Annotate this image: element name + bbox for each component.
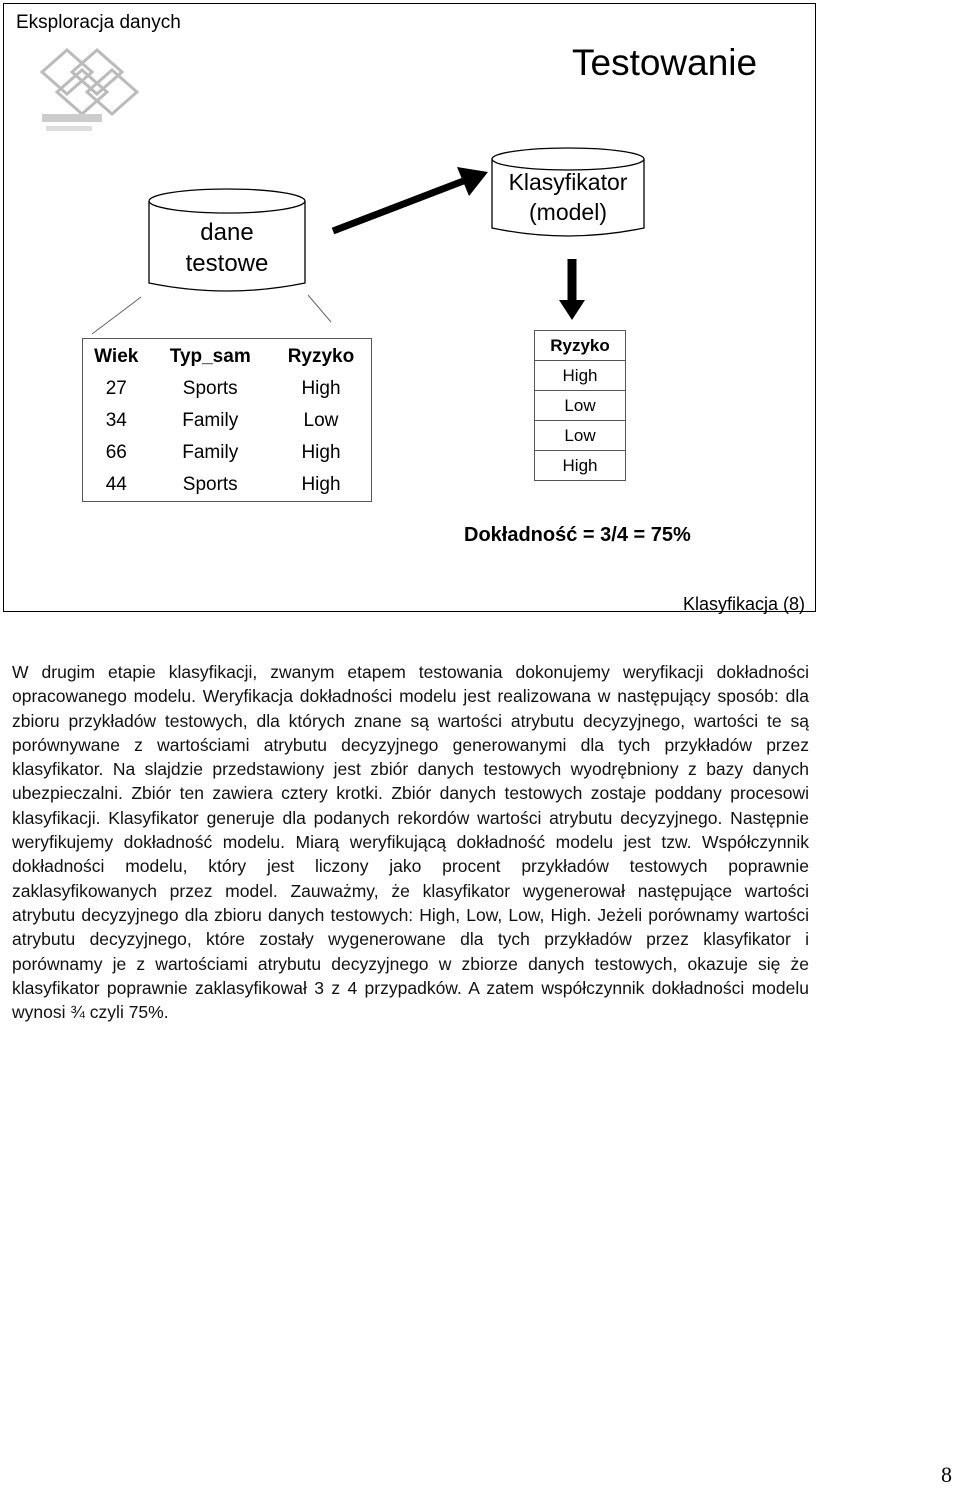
table-cell: Family	[182, 410, 239, 431]
column-header: Ryzyko	[287, 346, 355, 367]
test-data-table	[82, 338, 372, 502]
slide-frame	[3, 3, 816, 612]
table-row	[83, 469, 372, 502]
table-cell: High	[301, 442, 341, 463]
header-label: Eksploracja danych	[16, 12, 181, 33]
arrow-down-icon	[559, 259, 585, 320]
table-row	[83, 437, 372, 469]
table-cell: High	[535, 451, 626, 481]
table-cell: High	[535, 361, 626, 391]
table-cell: Low	[303, 410, 339, 431]
column-header: Ryzyko	[550, 335, 610, 355]
arrow-right-icon	[333, 167, 488, 231]
slide-title: Testowanie	[572, 42, 758, 83]
table-cell: Sports	[182, 474, 238, 495]
slide-footer: Klasyfikacja (8)	[682, 594, 805, 614]
table-cell: 44	[105, 474, 127, 495]
table-row	[535, 451, 626, 481]
column-header: Wiek	[94, 346, 139, 367]
connector-right-line	[308, 295, 331, 322]
table-cell: Family	[182, 442, 239, 463]
classifier-label-line1: Klasyfikator	[508, 169, 628, 195]
table-row	[535, 361, 626, 391]
table-row	[535, 391, 626, 421]
table-cell: High	[301, 474, 341, 495]
column-header: Typ_sam	[169, 346, 251, 367]
table-cell: Low	[535, 421, 626, 451]
page-number: 8	[941, 1462, 952, 1487]
table-cell: Low	[535, 391, 626, 421]
diagram-arrows	[4, 4, 815, 611]
body-paragraph: W drugim etapie klasyfikacji, zwanym etapem testowania dokonujemy weryfikacji dokładności opracowanego modelu. Weryfikacja dokładności modelu jest realizowana w następujący sposób: dla zbioru przykładów testowych, dla których znane są wartości atrybutu decyzyjnego, wartości te są porównywane z wartościami atrybutu decyzyjnego generowanymi dla tych przykładów przez klasyfikator. Na slajdzie przedstawiony jest zbiór danych testowych wyodrębniony z bazy danych ubezpieczalni. Zbiór ten zawiera cztery krotki. Zbiór danych testowych zostaje poddany procesowi klasyfikacji. Klasyfikator generuje dla podanych rekordów wartości atrybutu decyzyjnego. Następnie weryfikujemy dokładność modelu. Miarą weryfikującą dokładność modelu jest tzw. Współczynnik dokładności modelu, który jest liczony jako procent przykładów testowych poprawnie zaklasyfikowanych przez model. Zauważmy, że klasyfikator wygenerował następujące wartości atrybutu decyzyjnego dla zbioru danych testowych: High, Low, Low, High. Jeżeli porównamy wartości atrybutu decyzyjnego, które zostały wygenerowane dla tych przykładów przez klasyfikator i porównamy je z wartościami atrybutu decyzyjnego w zbiorze danych testowych, okazuje się że klasyfikator poprawnie zaklasyfikował 3 z 4 przypadków. A zatem współczynnik dokładności modelu wynosi ¾ czyli 75%.	[12, 662, 809, 1023]
table-cell: 66	[105, 442, 127, 463]
test-data-label-line2: testowe	[185, 250, 269, 278]
table-header-row	[83, 339, 372, 374]
classifier-label-line2: (model)	[529, 198, 607, 225]
table-row	[83, 405, 372, 437]
classifier-output-table	[534, 330, 626, 481]
table-row	[83, 373, 372, 405]
connector-left-line	[92, 297, 141, 334]
table-cell: Sports	[182, 378, 238, 399]
table-cell: 27	[105, 378, 127, 399]
table-header-row	[535, 331, 626, 361]
accuracy-formula: Dokładność = 3/4 = 75%	[464, 524, 691, 546]
test-data-label-line1: dane	[200, 219, 254, 246]
table-cell: High	[301, 378, 341, 399]
table-cell: 34	[105, 410, 127, 431]
table-row	[535, 421, 626, 451]
